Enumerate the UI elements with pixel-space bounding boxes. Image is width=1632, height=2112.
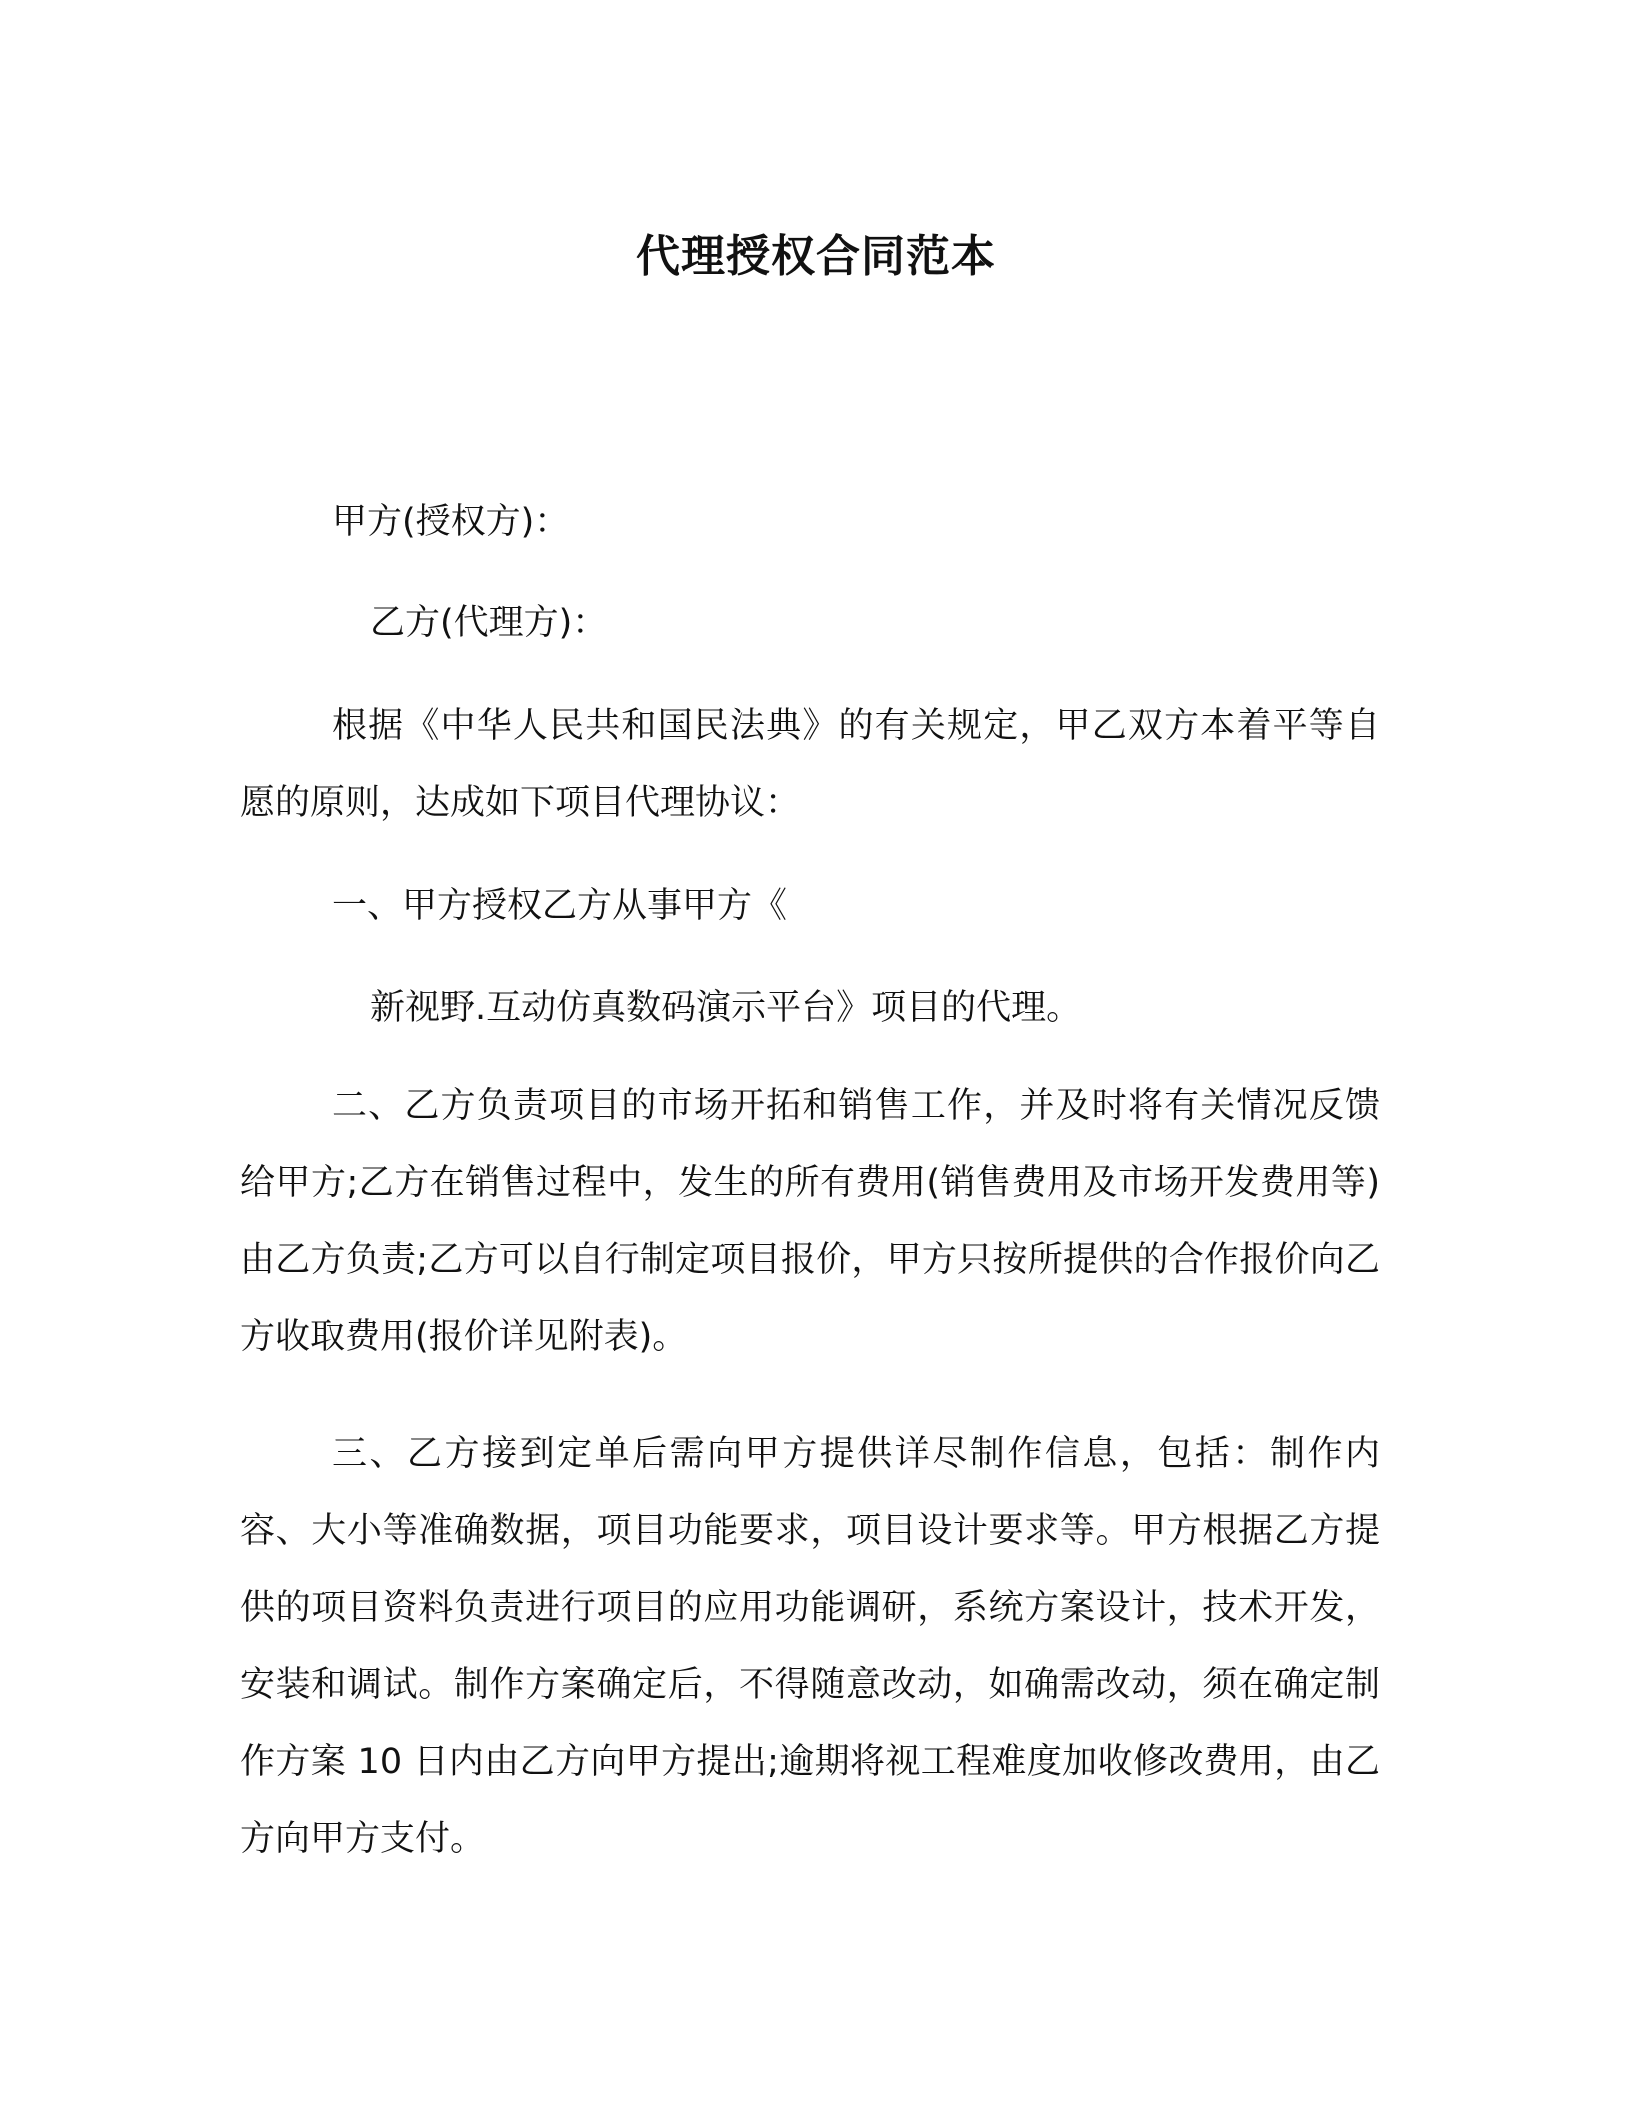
document-title: 代理授权合同范本 bbox=[636, 231, 996, 282]
clause-1-line-2: 新视野.互动仿真数码演示平台》项目的代理。 bbox=[370, 988, 1082, 1028]
party-b-label: 乙方(代理方)： bbox=[370, 603, 608, 643]
clause-2-paragraph: 二、乙方负责项目的市场开拓和销售工作，并及时将有关情况反馈给甲方;乙方在销售过程中，发生的所有费用(销售费用及市场开发费用等)由乙方负责;乙方可以自行制定项目报价，甲方只按所提供的合作报价向乙方收取费用(报价详见附表)。 bbox=[240, 1086, 1380, 1357]
clause-3-paragraph: 三、乙方接到定单后需向甲方提供详尽制作信息，包括：制作内容、大小等准确数据，项目功能要求，项目设计要求等。甲方根据乙方提供的项目资料负责进行项目的应用功能调研，系统方案设计，技术开发，安装和调试。制作方案确定后，不得随意改动，如确需改动，须在确定制作方案 10 日内由乙方向甲方提出;逾期将视工程难度加收修改费用，由乙方向甲方支付。 bbox=[240, 1434, 1380, 1859]
intro-paragraph: 根据《中华人民共和国民法典》的有关规定，甲乙双方本着平等自愿的原则，达成如下项目代理协议： bbox=[240, 706, 1380, 823]
clause-1-line-1: 一、甲方授权乙方从事甲方《 bbox=[332, 886, 788, 926]
party-a-label: 甲方(授权方)： bbox=[332, 502, 570, 542]
